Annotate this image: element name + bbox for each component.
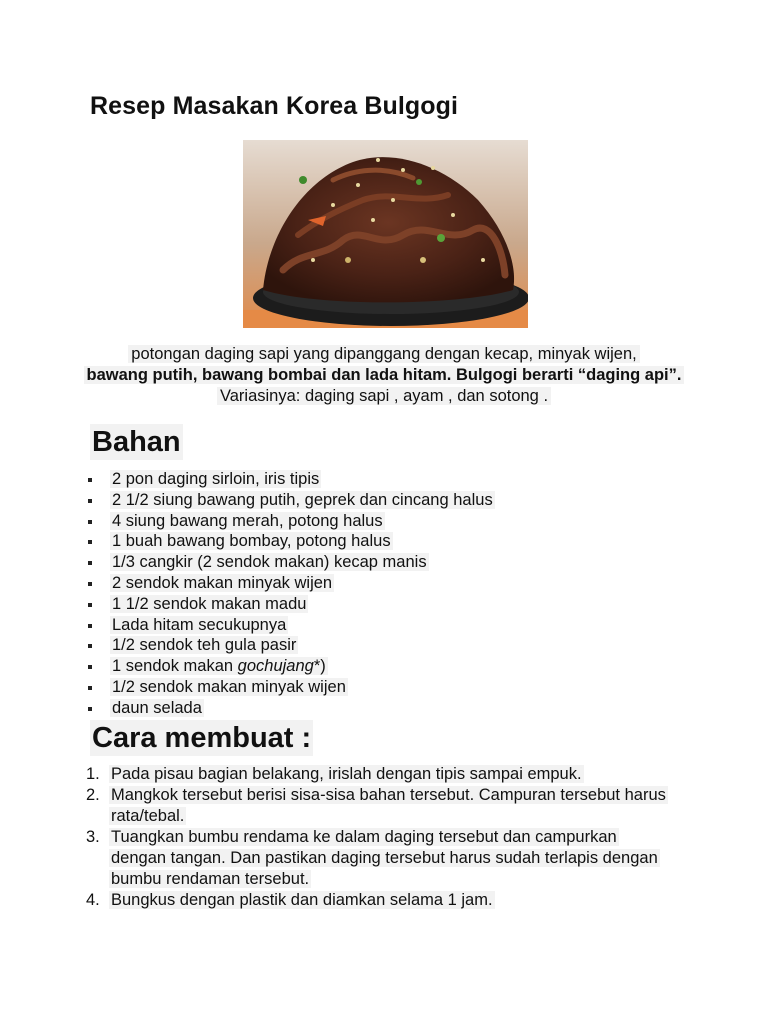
bullet-icon: [88, 624, 92, 628]
ingredient-text: 2 sendok makan minyak wijen: [112, 573, 333, 592]
ingredient-text-italic: gochujang: [237, 657, 314, 676]
list-item: [88, 656, 495, 677]
bullet-icon: [88, 644, 92, 648]
step-item: [86, 890, 666, 911]
step-text: Bungkus dengan plastik dan diamkan selama 1 jam.: [111, 891, 493, 909]
list-item: [88, 698, 495, 719]
step-number: 4.: [86, 891, 100, 909]
intro-line-2: bawang putih, bawang bombai dan lada hitam. Bulgogi berarti “daging api”.: [84, 366, 685, 384]
steps-heading: Cara membuat :: [92, 722, 312, 754]
step-number: 2.: [86, 786, 100, 804]
ingredient-text: 1/2 sendok makan minyak wijen: [112, 677, 346, 696]
list-item: [88, 490, 495, 511]
step-text: Tuangkan bumbu rendama ke dalam daging tersebut dan campurkan dengan tangan. Dan pastikan daging tersebut harus sudah terlapis dengan bumbu rendaman tersebut.: [111, 828, 658, 888]
bullet-icon: [88, 582, 92, 586]
ingredient-text: 2 1/2 siung bawang putih, geprek dan cincang halus: [112, 490, 493, 509]
list-item: [88, 531, 495, 552]
step-item: [86, 827, 666, 890]
bullet-icon: [88, 499, 92, 503]
bullet-icon: [88, 478, 92, 482]
list-item: [88, 573, 495, 594]
bullet-icon: [88, 540, 92, 544]
list-item: [88, 594, 495, 615]
bullet-icon: [88, 665, 92, 669]
ingredient-text: 1/2 sendok teh gula pasir: [112, 636, 297, 655]
step-number: 1.: [86, 765, 100, 783]
ingredient-text: [110, 657, 328, 675]
ingredient-text-main: 1 sendok makan: [112, 657, 238, 676]
list-item: [88, 677, 495, 698]
bullet-icon: [88, 561, 92, 565]
bulgogi-image: [243, 140, 528, 328]
intro-line-3: Variasinya: daging sapi , ayam , dan sotong .: [217, 387, 551, 405]
ingredients-list: [88, 469, 495, 719]
ingredient-text: daun selada: [112, 698, 202, 717]
list-item: [88, 615, 495, 636]
step-number: 3.: [86, 828, 100, 846]
bullet-icon: [88, 603, 92, 607]
step-text: Pada pisau bagian belakang, irislah dengan tipis sampai empuk.: [111, 765, 582, 783]
step-text: Mangkok tersebut berisi sisa-sisa bahan tersebut. Campuran tersebut harus rata/tebal.: [111, 786, 666, 825]
ingredient-text: 1/3 cangkir (2 sendok makan) kecap manis: [112, 553, 427, 572]
bullet-icon: [88, 686, 92, 690]
steps-list: [86, 764, 666, 911]
ingredient-text: 2 pon daging sirloin, iris tipis: [112, 470, 320, 488]
ingredient-text: 1 buah bawang bombay, potong halus: [112, 532, 391, 551]
step-item: [86, 785, 666, 827]
ingredient-text-suffix: *): [313, 657, 326, 676]
bullet-icon: [88, 520, 92, 524]
list-item: [88, 635, 495, 656]
ingredient-text: 1 1/2 sendok makan madu: [112, 594, 307, 613]
ingredient-text: 4 siung bawang merah, potong halus: [112, 511, 383, 530]
bullet-icon: [88, 707, 92, 711]
list-item: [88, 511, 495, 532]
list-item: [88, 469, 495, 490]
step-item: [86, 764, 666, 785]
ingredients-heading: Bahan: [92, 426, 181, 458]
page-title: Resep Masakan Korea Bulgogi: [90, 92, 459, 120]
ingredient-text: Lada hitam secukupnya: [112, 615, 287, 634]
list-item: [88, 552, 495, 573]
intro-line-1: potongan daging sapi yang dipanggang dengan kecap, minyak wijen,: [128, 345, 639, 363]
bulgogi-photo: [243, 140, 528, 328]
intro-paragraph: [60, 344, 708, 407]
